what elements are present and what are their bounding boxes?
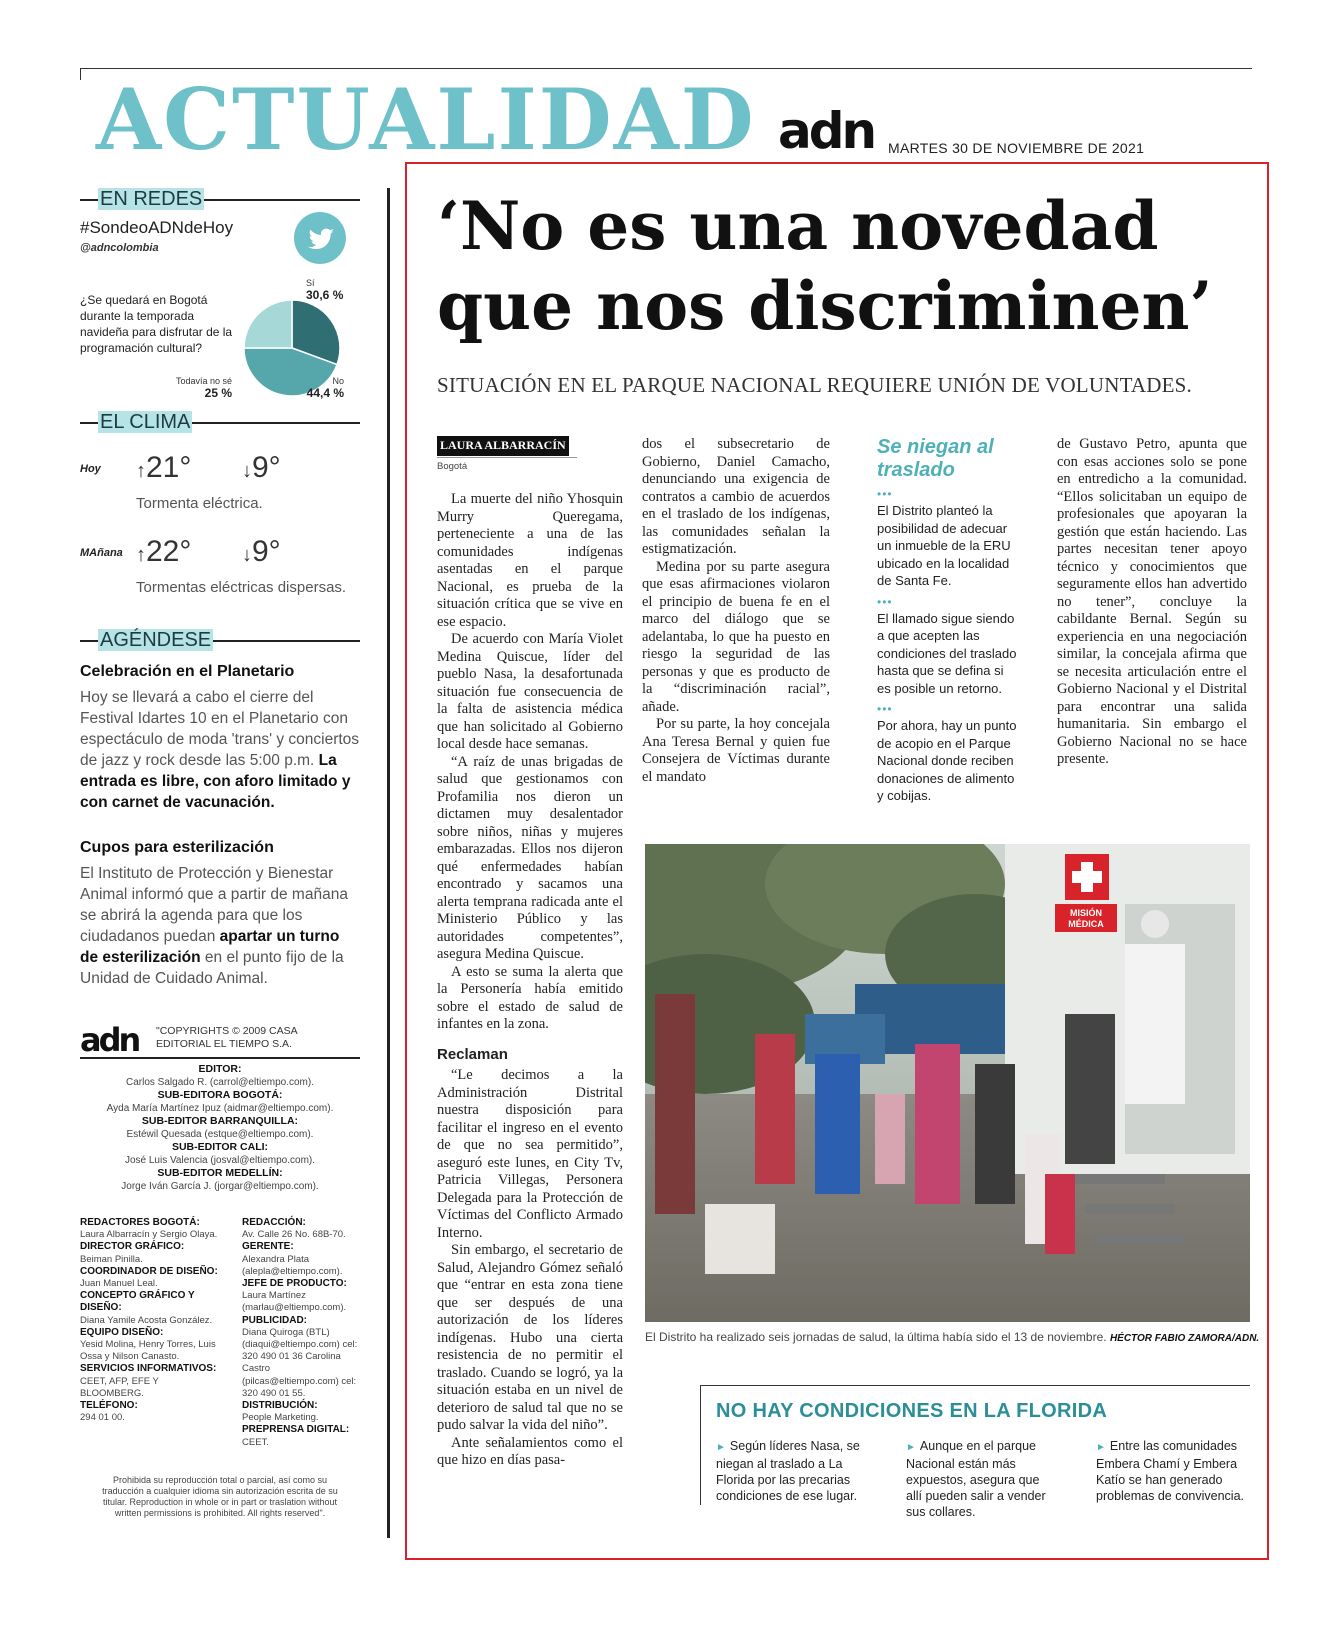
event-body-text: El Instituto de Protección y Bienestar Animal informó que a partir de mañana se abrirá la agenda para que los ciudadanos puedan	[80, 865, 348, 945]
article-paragraph: A esto se suma la alerta que la Personería había emitido sobre el estado de salud de infantes en la zona.	[437, 963, 623, 1032]
staff-name: Diana Yamile Acosta González.	[80, 1314, 213, 1326]
box-bullet-text: Entre las comunidades Embera Chamí y Embera Katío se han generado problemas de convivencia.	[1096, 1439, 1244, 1503]
hashtag[interactable]: #SondeoADNdeHoy	[80, 218, 234, 237]
weather-day-label: MAñana	[80, 547, 123, 559]
credit-role	[80, 1167, 360, 1180]
staff-role: SERVICIOS INFORMATIVOS:	[80, 1363, 217, 1375]
top-rule-tick	[80, 68, 81, 80]
box-bullet-text: Aunque en el parque Nacional están más expuestos, asegura que allí pueden salir a vender sus collares.	[906, 1439, 1046, 1519]
staff-name: CEET.	[242, 1436, 269, 1448]
poll-block	[80, 216, 360, 411]
credit-role-title: SUB-EDITORA BOGOTÁ:	[157, 1089, 283, 1101]
article-deck: SITUACIÓN EN EL PARQUE NACIONAL REQUIERE UNIÓN DE VOLUNTADES.	[437, 373, 1193, 397]
credit-role	[80, 1141, 360, 1154]
sidebar-item: El llamado sigue siendo a que acepten las condiciones del traslado hasta que se defina si es posible un retorno.	[877, 610, 1017, 696]
credit-role-name: Carlos Salgado R. (carrol@eltiempo.com).	[126, 1077, 314, 1088]
staff-role: JEFE DE PRODUCTO:	[242, 1278, 347, 1290]
arrow-right-icon: ►	[1096, 1442, 1106, 1453]
left-column	[80, 188, 360, 1519]
weather-block	[80, 439, 360, 629]
weather-desc: Tormentas eléctricas dispersas.	[136, 579, 347, 596]
staff-role: COORDINADOR DE DISEÑO:	[80, 1265, 218, 1277]
weather-max	[136, 535, 191, 569]
author-name: LAURA ALBARRACÍN	[437, 436, 569, 456]
dots-icon: •••	[877, 487, 893, 501]
top-rule	[80, 68, 1252, 69]
weather-min	[242, 535, 281, 569]
twitter-handle[interactable]: @adncolombia	[80, 242, 159, 254]
box-bullets	[716, 1438, 1246, 1520]
byline-location: Bogotá	[437, 457, 577, 476]
article-paragraph: De acuerdo con María Violet Medina Quiscue, líder del pueblo Nasa, la desafortunada situación fue consecuencia de la falta de asistencia médica que han solicitado al Gobierno local desde hace semanas.	[437, 631, 623, 752]
staff-name: Beiman Pinilla.	[80, 1253, 143, 1265]
event-body	[80, 863, 360, 989]
poll-no	[302, 376, 344, 400]
staff-role: PREPRENSA DIGITAL:	[242, 1424, 350, 1436]
dots-icon: •••	[877, 702, 893, 716]
staff-name: Juan Manuel Leal.	[80, 1278, 158, 1290]
article-column-4	[1057, 436, 1247, 769]
article-paragraph: “Le decimos a la Administración Distrital nuestra disposición para facilitar el ingreso en el evento de que no sea permitido”, aseguró este lunes, en City Tv, Patricia Villegas, Personera Delegada para la Protección de Víctimas del Conflicto Armado Interno.	[437, 1067, 623, 1241]
credit-role	[80, 1115, 360, 1128]
staff-role: REDACCIÓN:	[242, 1217, 306, 1228]
event-body	[80, 687, 360, 813]
weather-max-value: 22°	[146, 535, 192, 568]
weather-min	[242, 451, 281, 485]
weather-max-value: 21°	[146, 451, 192, 484]
credit-role	[80, 1089, 360, 1102]
arrow-right-icon: ►	[716, 1442, 726, 1453]
event-body-emphasis: La entrada es libre, con aforo limitado y con carnet de vacunación.	[80, 752, 351, 811]
section-title: ACTUALIDAD	[96, 70, 756, 169]
credit-role-title: SUB-EDITOR CALI:	[171, 1141, 269, 1153]
weather-max	[136, 451, 191, 485]
poll-no-label: No	[332, 376, 344, 386]
photo-credit: HÉCTOR FABIO ZAMORA/ADN.	[1109, 1333, 1260, 1344]
staff-name: Laura Albarracín y Sergio Olaya.	[80, 1229, 218, 1241]
agendese-label: AGÉNDESE	[100, 629, 212, 651]
masthead-logo-row	[80, 1023, 360, 1059]
poll-si-value: 30,6 %	[306, 288, 344, 302]
box-bullet	[716, 1438, 866, 1520]
weather-desc: Tormenta eléctrica.	[136, 495, 263, 512]
crosshead: Reclaman	[437, 1045, 508, 1063]
twitter-icon	[290, 210, 350, 270]
column-1-paragraphs	[437, 491, 623, 1034]
clima-header	[80, 411, 360, 433]
credit-role-title: SUB-EDITOR BARRANQUILLA:	[141, 1115, 299, 1127]
staff-right	[242, 1217, 360, 1449]
sidebar-items	[877, 488, 1017, 805]
event-body-emphasis: apartar un turno de esterilización	[80, 928, 340, 966]
article-paragraph: Medina por su parte asegura que esas afirmaciones violaron el principio de buena fe en el marco del diálogo que se adelantaba, lo que ha puesto en riesgo la seguridad de las personas y que es producto de la “discriminación racial”, añade.	[642, 558, 830, 715]
sidebar-se-niegan	[877, 436, 1017, 805]
poll-nose-value: 25 %	[204, 386, 232, 400]
staff-name: Laura Martínez (marlau@eltiempo.com).	[242, 1290, 347, 1314]
adn-logo[interactable]	[778, 102, 875, 160]
arrow-right-icon: ►	[906, 1442, 916, 1453]
photo-illustration	[645, 844, 1250, 1322]
event-item	[80, 663, 360, 813]
copyright: "COPYRIGHTS © 2009 CASA EDITORIAL EL TIEMPO S.A.	[156, 1025, 298, 1050]
clima-label: EL CLIMA	[100, 411, 191, 433]
mision-medica-sign: MISIÓN	[1069, 908, 1103, 918]
credit-role-name: Estéwil Quesada (estque@eltiempo.com).	[126, 1129, 314, 1140]
box-bullet-text: Según líderes Nasa, se niegan al traslado a La Florida por las precarias condiciones de ese lugar.	[716, 1439, 860, 1503]
arrow-up-icon: ↑	[136, 544, 146, 566]
arrow-up-icon: ↑	[136, 460, 146, 482]
article-photo[interactable]	[645, 844, 1250, 1322]
poll-nose-label: Todavía no sé	[175, 376, 232, 386]
staff-name: Alexandra Plata (alepla@eltiempo.com).	[242, 1253, 343, 1277]
photo-caption	[645, 1330, 1259, 1344]
sidebar-item: Por ahora, hay un punto de acopio en el Parque Nacional donde reciben donaciones de alimento y cobijas.	[877, 718, 1017, 803]
staff-role: DIRECTOR GRÁFICO:	[80, 1241, 185, 1253]
staff-role: DISTRIBUCIÓN:	[242, 1400, 318, 1412]
box-title: NO HAY CONDICIONES EN LA FLORIDA	[716, 1400, 1108, 1422]
box-bullet	[906, 1438, 1056, 1520]
weather-day-tomorrow	[80, 533, 360, 603]
en-redes-label: EN REDES	[100, 188, 203, 210]
box-rule-left	[700, 1385, 701, 1505]
poll-nose	[152, 376, 232, 400]
pie-slice	[244, 300, 292, 348]
weather-min-value: 9°	[252, 535, 281, 568]
column-rule	[387, 188, 390, 1538]
staff-role: PUBLICIDAD:	[242, 1314, 307, 1326]
article-column-1	[437, 436, 623, 1470]
editor-credits	[80, 1063, 360, 1193]
event-title: Celebración en el Planetario	[80, 663, 295, 680]
staff-role: EQUIPO DISEÑO:	[80, 1326, 164, 1338]
credit-role	[80, 1063, 360, 1076]
adn-logo-small: adn	[80, 1021, 139, 1059]
weather-day-today	[80, 449, 360, 519]
credit-role-title: SUB-EDITOR MEDELLÍN:	[157, 1167, 283, 1179]
staff-left	[80, 1217, 218, 1449]
staff-role: TELÉFONO:	[80, 1400, 138, 1412]
poll-no-value: 44,4 %	[306, 386, 344, 400]
event-title: Cupos para esterilización	[80, 839, 274, 856]
staff-name: People Marketing.	[242, 1412, 319, 1424]
staff-role: REDACTORES BOGOTÁ:	[80, 1217, 200, 1228]
event-item	[80, 839, 360, 989]
event-body-text: en el punto fijo de la Unidad de Cuidado Animal.	[80, 949, 344, 987]
article-paragraph: de Gustavo Petro, apunta que con esas acciones solo se pone en entredicho a la comunidad. “Ellos solicitaban un equipo de profesionales que apoyaran la gestión que están haciendo. Las partes necesitan tener apoyo técnico y conocimientos que seguramente ellos han advertido no tener”, concluye la cabildante Bernal. Según su experiencia en una negociación similar, la concejala afirma que se necesita articulación entre el Gobierno Nacional y el Distrital para encontrar una salida humanitaria. Sin embargo el Gobierno Nacional no se hace presente.	[1057, 436, 1247, 767]
staff-name: CEET, AFP, EFE Y BLOOMBERG.	[80, 1375, 159, 1399]
caption-text: El Distrito ha realizado seis jornadas de salud, la última había sido el 13 de noviembre.	[645, 1330, 1110, 1344]
disclaimer: Prohibida su reproducción total o parcial, así como su traducción a cualquier idioma sin autorización escrita de su titular. Reproduction in whole or in part or traslation without written permissions is prohibited. All rights reserved".	[102, 1474, 338, 1518]
article-headline: ‘No es una novedad que nos discriminen’	[437, 187, 1213, 345]
weather-day-label: Hoy	[80, 463, 101, 475]
article-paragraph: “A raíz de unas brigadas de salud que gestionamos con Profamilia nos dieron un dictamen muy desalentador sobre niños, niñas y mujeres embarazadas. Ellos nos dijeron qué enfermedades habían encontrado y sacamos una alerta temprana radicada ante el Ministerio Público y las autoridades competentes”, asegura Medina Quiscue.	[437, 753, 623, 962]
article-paragraph: dos el subsecretario de Gobierno, Daniel Camacho, denunciando una exigencia de contratos a cambio de acuerdos en el traslado de los indígenas, las comunidades señalan la estigmatización.	[642, 436, 830, 557]
staff-name: Yesid Molina, Henry Torres, Luis Ossa y Nilson Canasto.	[80, 1339, 216, 1363]
issue-date: MARTES 30 DE NOVIEMBRE DE 2021	[888, 140, 1145, 156]
adn-logo-text: adn	[778, 102, 875, 160]
staff-role: GERENTE:	[242, 1241, 294, 1253]
poll-si	[306, 278, 343, 302]
arrow-down-icon: ↓	[242, 544, 252, 566]
sidebar-item: El Distrito planteó la posibilidad de adecuar un inmueble de la ERU ubicado en la localidad de Santa Fe.	[877, 503, 1011, 588]
sidebar-title: Se niegan al traslado	[877, 436, 994, 481]
credit-role-name: Jorge Iván García J. (jorgar@eltiempo.com).	[121, 1181, 319, 1192]
arrow-down-icon: ↓	[242, 460, 252, 482]
box-rule-top	[700, 1385, 1250, 1386]
en-redes-header	[80, 188, 360, 210]
box-bullet	[1096, 1438, 1246, 1520]
credit-role-name: Ayda María Martínez Ipuz (aidmar@eltiempo.com).	[106, 1103, 334, 1114]
column-1b-paragraphs	[437, 1067, 623, 1470]
staff-role: CONCEPTO GRÁFICO Y DISEÑO:	[80, 1290, 195, 1314]
article-column-2	[642, 436, 830, 786]
credit-role-title: EDITOR:	[198, 1063, 242, 1075]
credit-role-name: José Luis Valencia (josval@eltiempo.com).	[124, 1155, 316, 1166]
poll-si-label: Sí	[306, 278, 315, 288]
agendese-header	[80, 629, 360, 651]
dots-icon: •••	[877, 594, 893, 609]
article-paragraph: Sin embargo, el secretario de Salud, Alejandro Gómez señaló que “entrar en esta zona tiene que ser después de una autorización de los líderes indígenas. Hubo una cierta resistencia de no permitir el traslado. Cuando se logró, ya la situación estaba en un nivel de deterioro de salud tal que no se pudo salvar la vida del niño”.	[437, 1242, 623, 1433]
article-paragraph: La muerte del niño Yhosquin Murry Queregama, perteneciente a una de las comunidades indígenas asentadas en el parque Nacional, es prueba de la situación crítica que se vive en ese espacio.	[437, 491, 623, 630]
mision-medica-sign-2: MÉDICA	[1068, 919, 1104, 929]
weather-min-value: 9°	[252, 451, 281, 484]
article-paragraph: Por su parte, la hoy concejala Ana Teresa Bernal y quien fue Consejera de Víctimas durante el mandato	[642, 716, 830, 785]
staff-block	[80, 1217, 360, 1449]
event-body-text: Hoy se llevará a cabo el cierre del Festival Idartes 10 en el Planetario con espectáculo de moda 'trans' y conciertos de jazz y rock desde las 5:00 p.m.	[80, 689, 360, 769]
staff-name: Av. Calle 26 No. 68B-70.	[242, 1229, 346, 1241]
article-paragraph: Ante señalamientos como el que hizo en días pasa-	[437, 1434, 623, 1468]
poll-question: ¿Se quedará en Bogotá durante la temporada navideña para disfrutar de la programación cultural?	[80, 293, 233, 355]
staff-name: 294 01 00.	[80, 1412, 125, 1424]
staff-name: Diana Quiroga (BTL) (diaqui@eltiempo.com) cel: 320 490 01 36 Carolina Castro (pilcas@eltiempo.com) cel: 320 490 01 55.	[242, 1326, 358, 1399]
byline	[437, 436, 623, 456]
